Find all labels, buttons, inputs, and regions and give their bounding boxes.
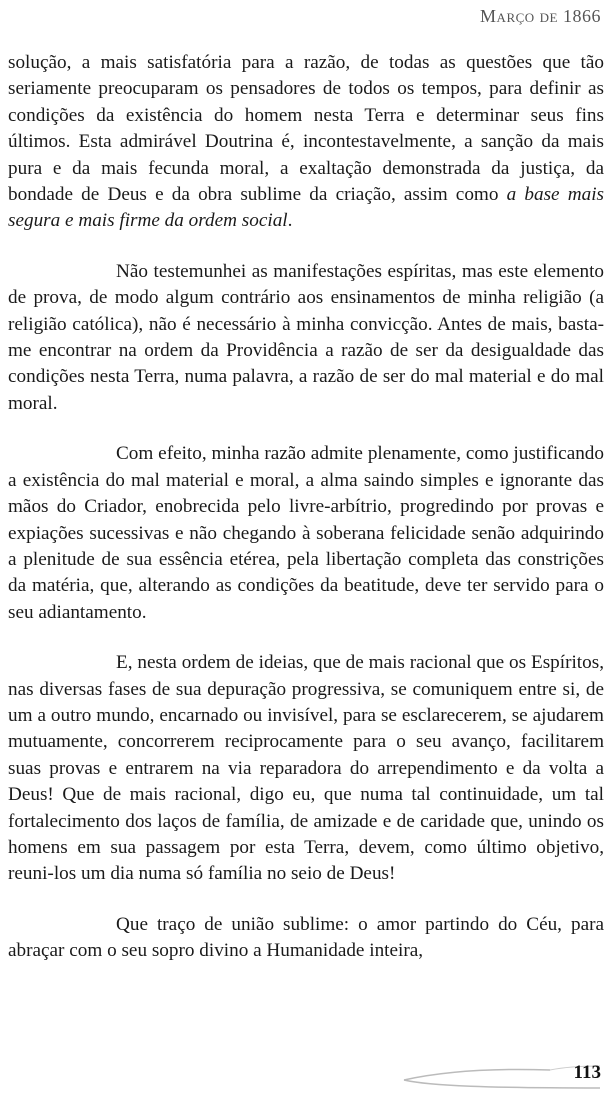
paragraph-1: [8, 50, 604, 235]
paragraph-1-text: solução, a mais satisfatória para a razão, de todas as questões que tão seriamente preocuparam os pensadores de todos os tempos, para definir as condições da existência do homem nesta Terra e determinar seus fins últimos. Esta admirável Doutrina é, incontestavelmente, a sanção da mais pura e da mais fecunda moral, a exaltação demonstrada da justiça, da bondade de Deus e da obra sublime da criação, assim como: [8, 52, 604, 206]
body-text: [8, 50, 604, 989]
page-number: 113: [573, 1062, 601, 1083]
paragraph-5: Que traço de união sublime: o amor partindo do Céu, para abraçar com o seu sopro divino a Humanidade inteira,: [8, 913, 604, 962]
paragraph-2: Não testemunhei as manifestações espíritas, mas este elemento de prova, de modo algum contrário aos ensinamentos de minha religião (a religião católica), não é necessário à minha convicção. Antes de mais, basta-me encontrar na ordem da Providência a razão de ser da desigualdade das condições nesta Terra, numa palavra, a razão de ser do mal material e do mal moral.: [8, 260, 604, 414]
paragraph-1-emphasis: a base mais segura e mais firme da ordem social: [8, 184, 604, 232]
running-header: Março de 1866: [480, 6, 601, 26]
page-footer: [400, 1058, 605, 1092]
paragraph-4: E, nesta ordem de ideias, que de mais racional que os Espíritos, nas diversas fases de sua depuração progressiva, se comuniquem entre si, de um a outro mundo, encarnado ou invisível, para se esclarecerem, se ajudarem mutuamente, concorrerem reciprocamente para o seu avanço, facilitarem suas provas e entrarem na via reparadora do arrependimento e da volta a Deus! Que de mais racional, digo eu, que numa tal continuidade, um tal fortalecimento dos laços de família, de amizade e de caridade que, unindo os homens em sua passagem por esta Terra, devem, como último objetivo, reuni-los um dia numa só família no seio de Deus!: [8, 652, 604, 885]
paragraph-3: Com efeito, minha razão admite plenamente, como justificando a existência do mal material e moral, a alma saindo simples e ignorante das mãos do Criador, enobrecida pelo livre-arbítrio, progredindo por provas e expiações sucessivas e não chegando à soberana felicidade senão adquirindo a plenitude de sua essência etérea, pela libertação completa das constrições da matéria, que, alterando as condições da beatitude, deve ter servido para o seu adiantamento.: [8, 443, 604, 623]
paragraph-1-tail: .: [287, 210, 293, 232]
